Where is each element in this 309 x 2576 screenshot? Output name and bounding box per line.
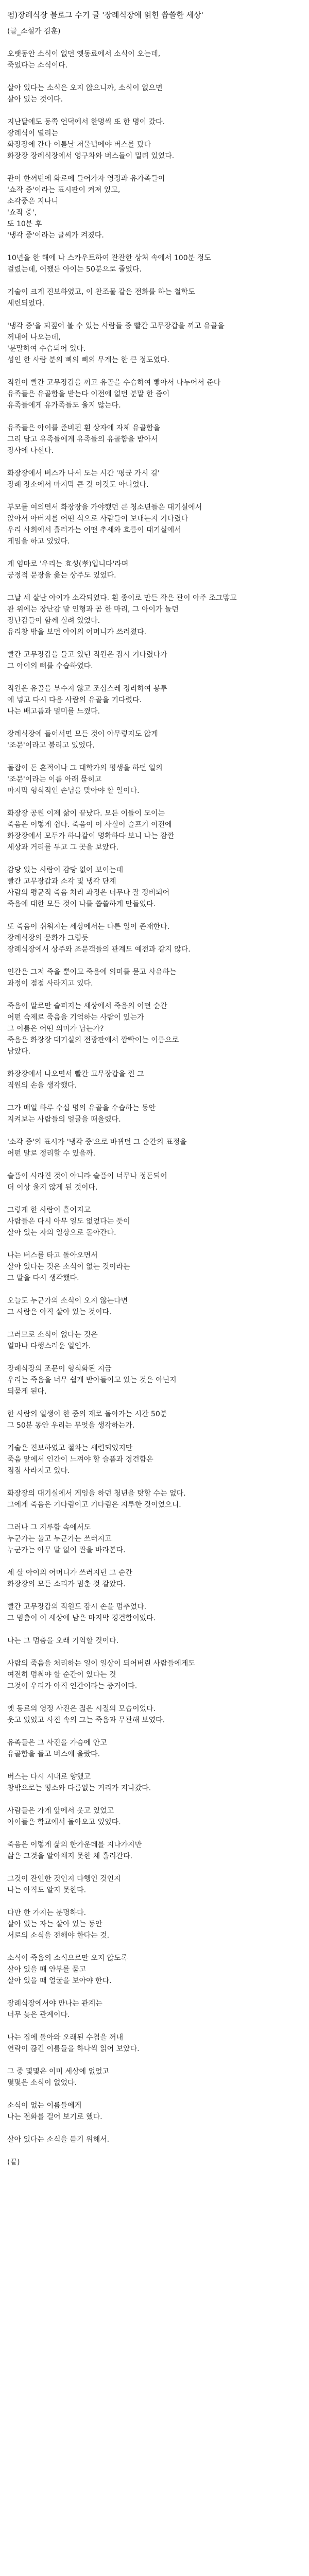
paragraph: 오랫동안 소식이 없던 옛동료에서 소식이 오는데, 죽었다는 소식이다. — [7, 50, 161, 70]
paragraph: '소각 중'의 표시가 '냉각 중'으로 바뀌던 그 순간의 표정을 어떤 말로 정리할 수 있을까. — [7, 1138, 187, 1158]
paragraph: 나는 그 멈춤을 오래 기억할 것이다. — [7, 1637, 119, 1645]
paragraph: 장례식장에 들어서면 모든 것이 아무렇지도 않게 '조문'이라고 불리고 있었다. — [7, 730, 158, 750]
paragraph: 한 사람의 일생이 한 줌의 재로 돌아가는 시간 50분 그 50분 동안 우리는 무엇을 생각하는가. — [7, 1410, 167, 1430]
author-line: (글_소설가 김훈) — [7, 27, 61, 36]
paragraph: 그러므로 소식이 없다는 것은 얼마나 다행스러운 일인가. — [7, 1331, 98, 1350]
paragraph: 부모를 여의면서 화장장을 가야했던 큰 청소년들은 대기실에서 앉아서 아버지를 어떤 식으로 사람들이 보내는지 기다렸다 우리 사회에서 흘러가는 어떤 추세와 흐름이 대기실에서 게임을 하고 있었다. — [7, 503, 202, 546]
paragraph: 장례식장에서야 만나는 관계는 너무 늦은 관계이다. — [7, 1999, 102, 2019]
paragraph: 그날 세 살난 아이가 소각되었다. 흰 종이로 만든 작은 관이 아주 조그맣고 관 위에는 장난감 말 인형과 곰 한 마리, 그 아이가 놀던 장난감들이 함께 실려 있었다. 유리창 밖을 보던 아이의 어머니가 쓰러졌다. — [7, 594, 237, 636]
paragraph: 돌잡이 돈 흔적이나 그 대학가의 평생을 하던 일의 '조문'이라는 이름 아래 묻히고 마지막 형식적인 손님을 맞아야 할 일이다. — [7, 764, 163, 795]
paragraph: 빨간 고무장갑의 직원도 잠시 손을 멈추었다. 그 멈춤이 이 세상에 남은 마지막 경건함이었다. — [7, 1603, 156, 1622]
paragraph: 세 살 아이의 어머니가 쓰러지던 그 순간 화장장의 모든 소리가 멈춘 것 같았다. — [7, 1569, 133, 1588]
paragraph: 유족들은 아이를 준비된 흰 상자에 자체 유골함을 그리 담고 유족들에게 유족들의 유골함을 받아서 장사에 나선다. — [7, 424, 161, 455]
paragraph: 인간은 그저 죽을 뿐이고 죽음에 의미를 묻고 사유하는 과정이 점점 사라지고 있다. — [7, 968, 177, 988]
paragraph: 그 중 몇몇은 이미 세상에 없었고 몇몇은 소식이 없었다. — [7, 2067, 110, 2087]
paragraph: 나는 버스를 타고 돌아오면서 살아 있다는 것은 소식이 없는 것이라는 그 말을 다시 생각했다. — [7, 1251, 130, 1282]
paragraph: 그렇게 한 사람이 흩어지고 사람들은 다시 아무 일도 없었다는 듯이 살아 있는 자의 일상으로 돌아간다. — [7, 1206, 130, 1237]
paragraph: 버스는 다시 시내로 향했고 창밖으로는 평소와 다름없는 거리가 지나갔다. — [7, 1773, 151, 1792]
paragraph: 감당 있는 사람이 감당 없어 보이는데 빨간 고무장갑과 소각 및 냉각 단계 사람의 평균적 죽음 처리 과정은 너무나 잘 정비되어 죽음에 대한 모든 것이 나를 씁쓸하게 만들었다. — [7, 866, 170, 908]
paragraph: 게 엄마로 '우리는 효성(孝)입니다'라며 긍정적 문장을 읊는 상주도 있었다. — [7, 560, 129, 580]
paragraph: 소식이 죽음의 소식으로만 오지 않도록 살아 있을 때 안부를 묻고 살아 있을 때 얼굴을 보아야 한다. — [7, 1954, 128, 1985]
paragraph: 오늘도 누군가의 소식이 오지 않는다면 그 사람은 아직 살아 있는 것이다. — [7, 1297, 128, 1316]
paragraph: 살아 있다는 소식을 듣기 위해서. — [7, 2136, 110, 2144]
paragraph: 소식이 없는 이름들에게 나는 전화를 걸어 보기로 했다. — [7, 2102, 102, 2121]
paragraph: 사람의 죽음을 처리하는 일이 일상이 되어버린 사람들에게도 여전히 멈춰야 할 순간이 있다는 것 그것이 우리가 아직 인간이라는 증거이다. — [7, 1659, 195, 1690]
paragraph: 그것이 잔인한 것인지 다행인 것인지 나는 아직도 알지 못한다. — [7, 1875, 121, 1894]
paragraph: 화장장에서 나오면서 빨간 고무장갑을 낀 그 직원의 손을 생각했다. — [7, 1070, 144, 1090]
document-title: 펌)장례식장 블로그 수기 글 '장례식장에 얽힌 씁쓸한 세상' — [7, 10, 203, 20]
paragraph: 장례식장의 조문이 형식화된 지금 우리는 죽음을 너무 쉽게 받아들이고 있는 것은 아닌지 되묻게 된다. — [7, 1365, 177, 1396]
paragraph: 직원은 유골을 부수지 않고 조심스레 정리하여 봉투 에 넣고 다시 다음 사람의 유골을 기다렸다. 나는 배고픔과 멀미를 느꼈다. — [7, 685, 167, 716]
paragraph: 유족들은 그 사진을 가슴에 안고 유골함을 들고 버스에 올랐다. — [7, 1739, 107, 1758]
paragraph: 그가 매일 하루 수십 명의 유골을 수습하는 동안 지켜보는 사람들의 얼굴을 떠올렸다. — [7, 1104, 156, 1124]
paragraph: 죽음은 이렇게 삶의 한가운데를 지나가지만 삶은 그것을 알아채지 못한 채 흘러간다. — [7, 1841, 142, 1860]
paragraph: 사람들은 가게 앞에서 웃고 있었고 아이들은 학교에서 돌아오고 있었다. — [7, 1807, 121, 1826]
paragraph: 슬픔이 사라진 것이 아니라 슬픔이 너무나 정돈되어 더 이상 울지 않게 된 것이다. — [7, 1172, 167, 1192]
paragraph: 직원이 빨간 고무장갑을 끼고 유골을 수습하여 빻아서 나누어서 준다 유족들은 유골함을 받는다 이전에 없던 분말 한 줌이 유족들에게 유가족들도 울지 않는다. — [7, 379, 221, 410]
paragraph: 화장장 공원 이제 삶이 끝났다. 모든 이들이 모이는 죽음은 이렇게 쉽다. 죽음이 이 사실이 슬프기 이전에 화장장에서 모두가 하나같이 명확하다 보니 나는 잠깐 세상과 거리를 두고 그 곳을 보았다. — [7, 809, 175, 852]
paragraph: 기술은 진보하였고 절차는 세련되었지만 죽음 앞에서 인간이 느껴야 할 슬픔과 경건함은 점점 사라지고 있다. — [7, 1444, 153, 1475]
paragraph: '냉각 중'을 되짚어 볼 수 있는 사람들 중 빨간 고무장갑을 끼고 유골을 꺼내어 나오는데, '분말하여 수습되어 있다. 성인 한 사람 분의 뼈의 뼈의 무게는 한 큰 정도였다. — [7, 322, 225, 364]
paragraph: 10년을 한 해에 나 스카우트하여 잔잔한 상처 속에서 100분 정도 걸렸는데, 어쨌든 아이는 50분으로 줄었다. — [7, 254, 211, 274]
paragraph: 살아 있다는 소식은 오지 않으니까, 소식이 없으면 살아 있는 것이다. — [7, 84, 163, 104]
paragraph: 나는 집에 돌아와 오래된 수첩을 꺼내 연락이 끊긴 이름들을 하나씩 읽어 보았다. — [7, 2033, 140, 2053]
document-body — [7, 48, 302, 2168]
paragraph: 관이 한꺼번에 화로에 들어가자 영정과 유가족들이 '쇼작 중'이라는 표시판이 켜져 있고, 소각중은 지나니 '쇼작 중', 또 10분 후 '냉각 중'이라는 글씨가 켜졌다. — [7, 175, 165, 240]
paragraph: 그러나 그 지루함 속에서도 누군가는 울고 누군가는 쓰러지고 누군가는 아무 말 없이 관을 바라본다. — [7, 1523, 126, 1554]
paragraph: 옛 동료의 영정 사진은 젊은 시절의 모습이었다. 웃고 있었고 사진 속의 그는 죽음과 무관해 보였다. — [7, 1705, 165, 1724]
paragraph: 화장장에서 버스가 나서 도는 시간 '평균 가시 길' 장례 장소에서 마지막 큰 것 이것도 아니었다. — [7, 469, 160, 489]
paragraph: 기술이 크게 진보하였고, 이 찬조물 같은 전화를 하는 철학도 세련되었다. — [7, 288, 195, 308]
paragraph: (끝) — [7, 2158, 20, 2166]
paragraph: 화장장의 대기실에서 게임을 하던 청년을 탓할 수는 없다. 그에게 죽음은 기다림이고 기다림은 지루한 것이었으니. — [7, 1489, 186, 1509]
paragraph: 지난달에도 동쪽 언덕에서 한명씩 또 한 명이 갔다. 장례식이 열리는 화장장에 간다 이튿날 저물녘에야 버스를 탔다 화장장 장례식장에서 영구차와 버스들이 밀려 있었다. — [7, 118, 175, 160]
paragraph: 또 죽음이 쉬워지는 세상에서는 다른 일이 존재한다. 장례식장의 문화가 그렇듯 장례식장에서 상주와 조문객들의 관계도 예전과 같지 않다. — [7, 923, 191, 954]
paragraph: 다만 한 가지는 분명하다. 살아 있는 자는 살아 있는 동안 서로의 소식을 전해야 한다는 것. — [7, 1909, 110, 1940]
paragraph: 죽음이 말로만 슬퍼지는 세상에서 죽음의 어떤 순간 어떤 숙제로 죽음을 기억하는 사람이 있는가 그 이름은 어떤 의미가 남는가? 죽음은 화장장 대기실의 전광판에서 깜빡이는 이름으로 남았다. — [7, 1002, 179, 1056]
paragraph: 빨간 고무장갑을 들고 있던 직원은 잠시 기다렸다가 그 아이의 뼈를 수습하였다. — [7, 651, 167, 670]
